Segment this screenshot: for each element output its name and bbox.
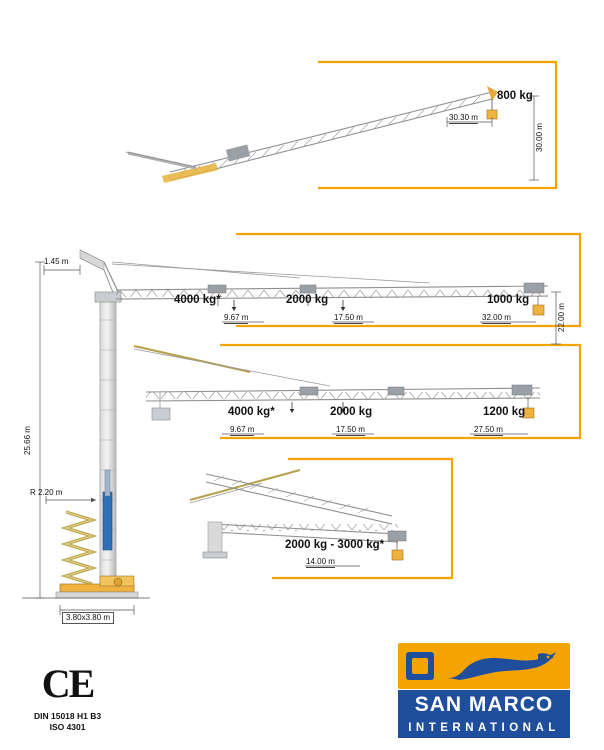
folded-mast-sections xyxy=(66,512,92,584)
radius-label-17-50-horizontal: 17.50 m xyxy=(334,313,363,322)
dim-counter-jib xyxy=(44,265,80,275)
standards-text xyxy=(34,711,101,734)
capacity-label-2000-luffing: 2000 kg xyxy=(330,406,373,418)
capacity-label-4000-horizontal: 4000 kg* xyxy=(174,294,221,306)
radius-label-32-00: 32.00 m xyxy=(482,313,511,322)
brand-logo xyxy=(398,643,570,738)
dim-label-base-width: 3.80x3.80 m xyxy=(62,612,114,624)
capacity-label-1200: 1200 kg xyxy=(483,406,526,418)
dim-total-height xyxy=(35,262,45,598)
crane-short-jib xyxy=(190,470,406,566)
radius-label-30-30: 30.30 m xyxy=(449,113,478,122)
capacity-label-4000-luffing: 4000 kg* xyxy=(228,406,275,418)
height-label-22-00: 22.00 m xyxy=(557,303,566,332)
lion-shield-icon xyxy=(406,652,434,680)
ce-mark-icon: CE xyxy=(41,661,94,706)
capacity-label-800: 800 kg xyxy=(497,90,533,102)
callout-frame-horizontal-jib xyxy=(236,234,580,326)
crane-main-tower xyxy=(22,250,150,615)
radius-label-17-50-luffing: 17.50 m xyxy=(336,425,365,434)
capacity-label-2000-horizontal: 2000 kg xyxy=(286,294,329,306)
logo-name-text: SAN MARCO xyxy=(398,690,570,720)
logo-banner xyxy=(398,643,570,689)
standard-line-1: DIN 15018 H1 B3 xyxy=(34,711,102,721)
radius-label-27-50: 27.50 m xyxy=(474,425,503,434)
radius-label-9-67-luffing: 9.67 m xyxy=(230,425,255,434)
capacity-label-1000: 1000 kg xyxy=(487,294,530,306)
logo-subtitle-text: INTERNATIONAL xyxy=(398,720,570,738)
radius-label-9-67-horizontal: 9.67 m xyxy=(224,313,249,322)
radius-label-14-00: 14.00 m xyxy=(306,557,335,566)
crane-erecting-configuration xyxy=(126,86,539,183)
dim-tail-radius xyxy=(46,496,96,504)
dim-label-total-height: 25.66 m xyxy=(23,426,32,455)
dim-label-counter-jib: 1.45 m xyxy=(44,257,69,266)
standard-line-2: ISO 4301 xyxy=(49,722,86,733)
ce-certification-block xyxy=(34,660,101,734)
callout-frame-short-jib xyxy=(272,459,452,578)
height-label-30-00: 30.00 m xyxy=(535,123,544,152)
dim-label-tail-radius: R 2.20 m xyxy=(30,488,63,497)
capacity-label-2000-3000: 2000 kg - 3000 kg* xyxy=(285,539,385,551)
callout-frame-erecting xyxy=(318,62,556,188)
winged-lion-icon xyxy=(442,648,562,684)
crane-luffing-jib xyxy=(134,346,540,434)
